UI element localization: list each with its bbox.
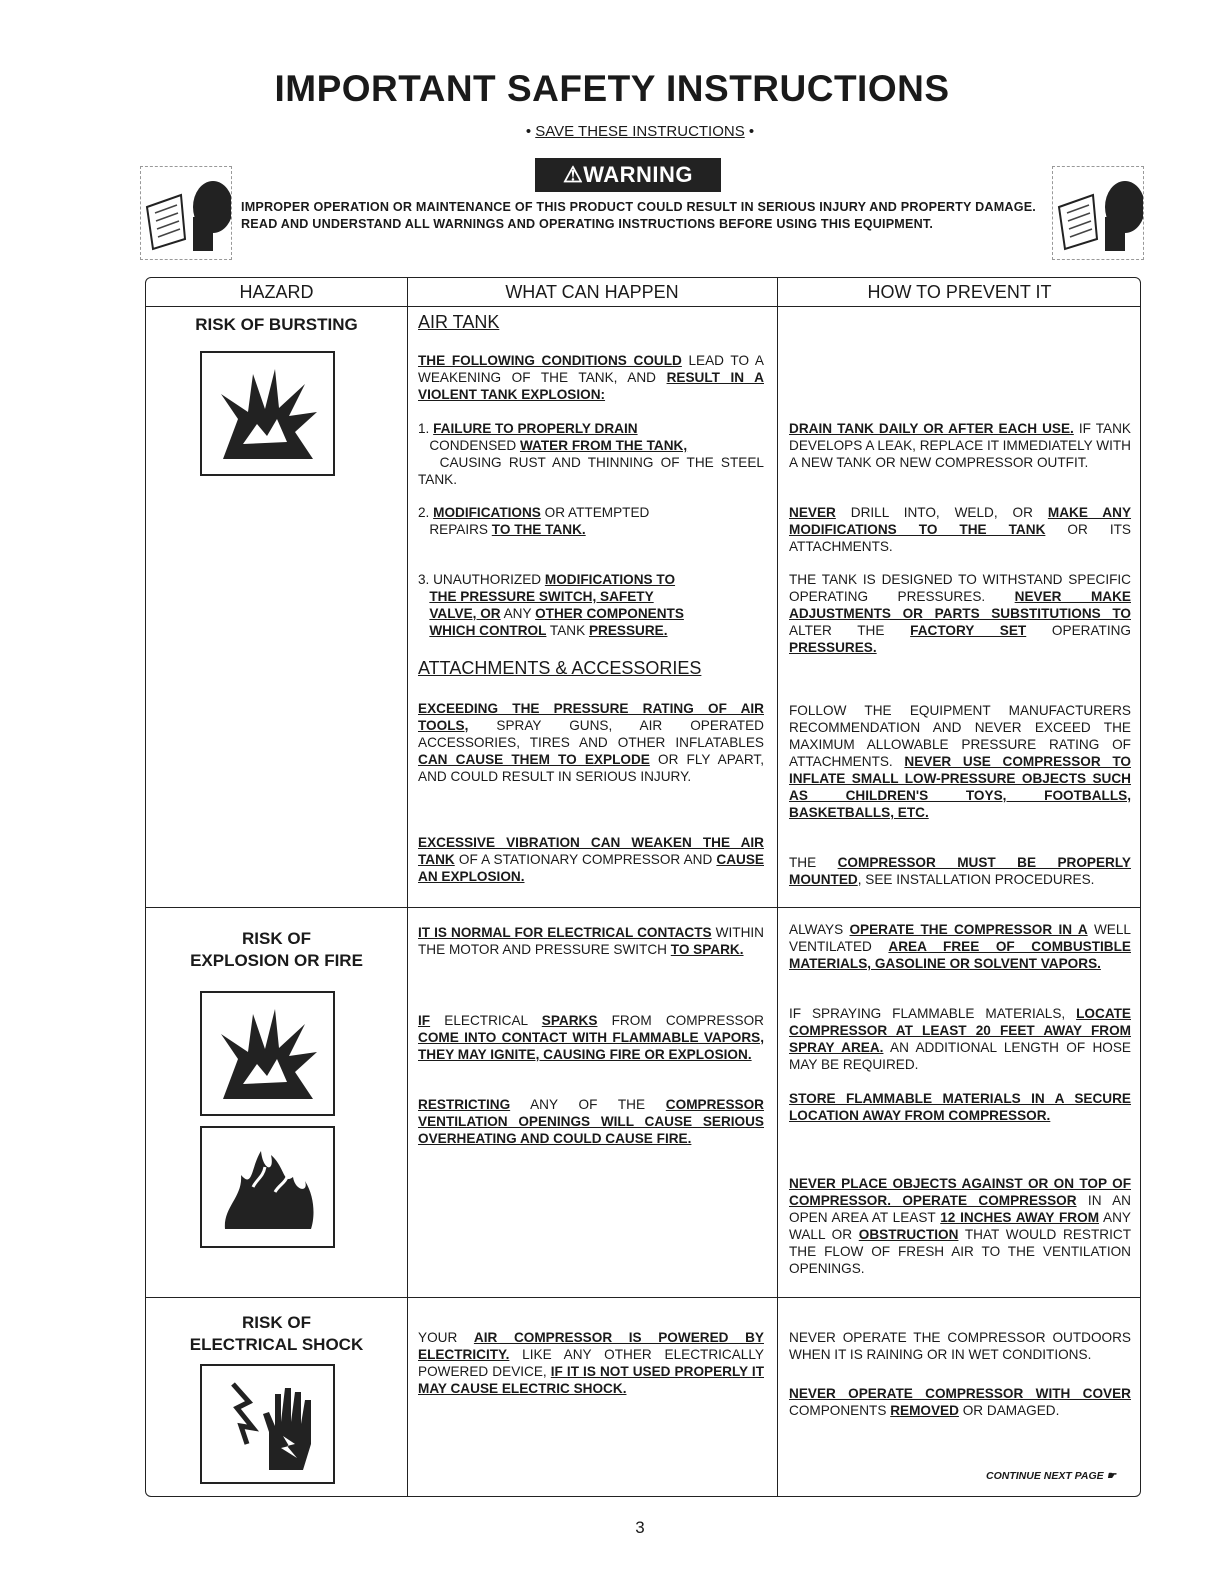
text-block: 2. MODIFICATIONS OR ATTEMPTED REPAIRS TO THE TANK. (418, 505, 650, 537)
fire-icon (200, 1126, 335, 1248)
column-header-what-can-happen: WHAT CAN HAPPEN (505, 282, 679, 302)
electric-shock-icon (200, 1364, 335, 1484)
save-instructions-text: SAVE THESE INSTRUCTIONS (535, 123, 745, 140)
save-instructions-note (0, 123, 1224, 140)
text-block: NEVER PLACE OBJECTS AGAINST OR ON TOP OF COMPRESSOR. OPERATE COMPRESSOR IN AN OPEN AREA AT LEAST 12 INCHES AWAY FROM ANY WALL OR OBSTRUCTION THAT WOULD RESTRICT THE FLOW OF FRESH AIR TO THE VENTILATION OPENINGS. (789, 1176, 1132, 1276)
section-attachments: ATTACHMENTS & ACCESSORIES (418, 658, 702, 678)
text-block: 3. UNAUTHORIZED MODIFICATIONS TO THE PRESSURE SWITCH, SAFETY VALVE, OR ANY OTHER COMPONENTS WHICH CONTROL TANK PRESSURE. (418, 572, 684, 638)
page-title: IMPORTANT SAFETY INSTRUCTIONS (274, 68, 950, 109)
page-number: 3 (635, 1518, 645, 1537)
text-block: RESTRICTING ANY OF THE COMPRESSOR VENTILATION OPENINGS WILL CAUSE SERIOUS OVERHEATING AND COULD CAUSE FIRE. (418, 1097, 764, 1146)
warning-text: IMPROPER OPERATION OR MAINTENANCE OF THIS PRODUCT COULD RESULT IN SERIOUS INJURY AND PROPERTY DAMAGE. READ AND UNDERSTAND ALL WARNINGS AND OPERATING INSTRUCTIONS BEFORE USING THIS EQUIPMENT. (241, 200, 1036, 231)
text-block: NEVER OPERATE THE COMPRESSOR OUTDOORS WHEN IT IS RAINING OR IN WET CONDITIONS. (789, 1330, 1131, 1362)
section-air-tank: AIR TANK (418, 312, 500, 332)
warning-badge: ⚠WARNING (535, 158, 721, 192)
column-header-hazard: HAZARD (239, 282, 314, 302)
bullet: • (525, 123, 532, 140)
text-block: NEVER DRILL INTO, WELD, OR MAKE ANY MODIFICATIONS TO THE TANK OR ITS ATTACHMENTS. (789, 505, 1132, 554)
column-divider (777, 278, 778, 1496)
text-block: ALWAYS OPERATE THE COMPRESSOR IN A WELL VENTILATED AREA FREE OF COMBUSTIBLE MATERIALS, GASOLINE OR SOLVENT VAPORS. (789, 922, 1131, 971)
text-block: THE FOLLOWING CONDITIONS COULD LEAD TO A WEAKENING OF THE TANK, AND RESULT IN A VIOLENT TANK EXPLOSION: (418, 353, 765, 402)
safety-table (145, 277, 1141, 1497)
text-block: IT IS NORMAL FOR ELECTRICAL CONTACTS WITHIN THE MOTOR AND PRESSURE SWITCH TO SPARK. (418, 925, 764, 957)
text-block: FOLLOW THE EQUIPMENT MANUFACTURERS RECOMMENDATION AND NEVER EXCEED THE MAXIMUM ALLOWABLE PRESSURE RATING OF ATTACHMENTS. NEVER USE COMPRESSOR TO INFLATE SMALL LOW-PRESSURE OBJECTS SUCH AS CHILDREN'S TOYS, FOOTBALLS, BASKETBALLS, ETC. (789, 703, 1131, 820)
read-manual-icon (1052, 166, 1144, 260)
text-block: NEVER OPERATE COMPRESSOR WITH COVER COMPONENTS REMOVED OR DAMAGED. (789, 1386, 1131, 1418)
read-manual-icon (140, 166, 232, 260)
row-divider (146, 907, 1140, 908)
text-block: EXCEEDING THE PRESSURE RATING OF AIR TOOLS, SPRAY GUNS, AIR OPERATED ACCESSORIES, TIRES AND OTHER INFLATABLES CAN CAUSE THEM TO EXPLODE OR FLY APART, AND COULD RESULT IN SERIOUS INJURY. (418, 701, 764, 784)
text-block: THE TANK IS DESIGNED TO WITHSTAND SPECIFIC OPERATING PRESSURES. NEVER MAKE ADJUSTMENTS OR PARTS SUBSTITUTIONS TO ALTER THE FACTORY SET OPERATING PRESSURES. (789, 572, 1131, 655)
text-block: YOUR AIR COMPRESSOR IS POWERED BY ELECTRICITY. LIKE ANY OTHER ELECTRICALLY POWERED DEVICE, IF IT IS NOT USED PROPERLY IT MAY CAUSE ELECTRIC SHOCK. (418, 1330, 764, 1396)
text-block: IF SPRAYING FLAMMABLE MATERIALS, LOCATE COMPRESSOR AT LEAST 20 FEET AWAY FROM SPRAY AREA. AN ADDITIONAL LENGTH OF HOSE MAY BE REQUIRED. (789, 1006, 1131, 1072)
explosion-icon (200, 351, 335, 476)
text-block: IF ELECTRICAL SPARKS FROM COMPRESSOR COME INTO CONTACT WITH FLAMMABLE VAPORS, THEY MAY IGNITE, CAUSING FIRE OR EXPLOSION. (418, 1013, 765, 1062)
explosion-icon (200, 991, 335, 1116)
hazard-electrical-shock: RISK OF ELECTRICAL SHOCK (189, 1313, 364, 1354)
text-block: DRAIN TANK DAILY OR AFTER EACH USE. IF TANK DEVELOPS A LEAK, REPLACE IT IMMEDIATELY WITH A NEW TANK OR NEW COMPRESSOR OUTFIT. (789, 421, 1131, 470)
text-block: THE COMPRESSOR MUST BE PROPERLY MOUNTED, SEE INSTALLATION PROCEDURES. (789, 855, 1131, 887)
column-header-how-to-prevent: HOW TO PREVENT IT (867, 282, 1052, 302)
row-divider (146, 1297, 1140, 1298)
text-block: 1. FAILURE TO PROPERLY DRAIN CONDENSED WATER FROM THE TANK, CAUSING RUST AND THINNING OF THE STEEL TANK. (418, 421, 764, 487)
text-block: STORE FLAMMABLE MATERIALS IN A SECURE LOCATION AWAY FROM COMPRESSOR. (789, 1091, 1131, 1123)
continue-next-page: CONTINUE NEXT PAGE ☛ (986, 1470, 1116, 1482)
hazard-explosion-or-fire: RISK OF EXPLOSION OR FIRE (190, 929, 363, 970)
row-divider (146, 306, 1140, 307)
hazard-risk-of-bursting: RISK OF BURSTING (195, 315, 358, 334)
column-divider (407, 278, 408, 1496)
bullet: • (748, 123, 755, 140)
text-block: EXCESSIVE VIBRATION CAN WEAKEN THE AIR TANK OF A STATIONARY COMPRESSOR AND CAUSE AN EXPLOSION. (418, 835, 764, 884)
